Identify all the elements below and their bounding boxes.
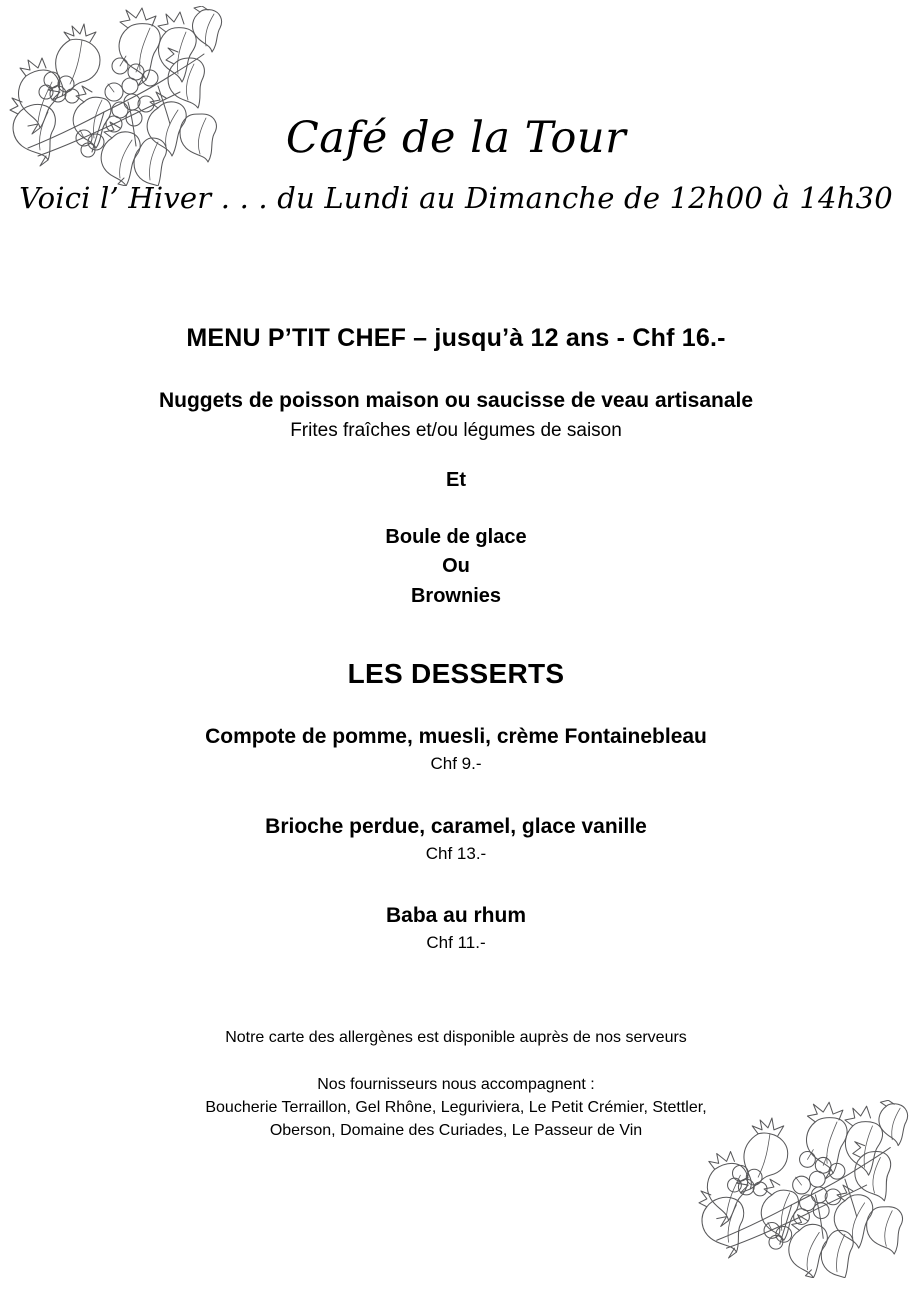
kids-dessert-option-1: Boule de glace [385, 526, 527, 548]
suppliers-label: Nos fournisseurs nous accompagnent : [317, 1076, 595, 1093]
dessert-name: Brioche perdue, caramel, glace vanille [265, 814, 647, 838]
kids-menu-formula [0, 388, 912, 443]
dessert-price: Chf 9.- [430, 754, 482, 774]
menu-tagline: Voici l’ Hiver . . . du Lundi au Dimanche de 12h00 à 14h30 [19, 181, 893, 215]
suppliers-line: Boucherie Terraillon, Gel Rhône, Leguriviera, Le Petit Crémier, Stettler, [205, 1099, 707, 1117]
suppliers-block [0, 1048, 912, 1143]
kids-dessert-separator: Ou [442, 555, 470, 578]
dessert-item [0, 814, 912, 865]
restaurant-name: Café de la Tour [285, 113, 627, 163]
kids-menu-dessert-choice [0, 523, 912, 611]
dessert-name: Compote de pomme, muesli, crème Fontainebleau [205, 725, 707, 748]
dessert-name: Baba au rhum [385, 904, 527, 928]
menu-footer [0, 1028, 912, 1143]
desserts-section-title: LES DESSERTS [347, 658, 565, 689]
kids-menu-conjunction: Et [446, 469, 466, 491]
dessert-price: Chf 13.- [425, 843, 487, 863]
dessert-item [0, 724, 912, 775]
suppliers-line: Oberson, Domaine des Curiades, Le Passeur de Vin [269, 1122, 643, 1140]
menu-header [0, 0, 912, 213]
kids-dessert-option-2: Brownies [410, 584, 502, 607]
kids-menu-main-course: Nuggets de poisson maison ou saucisse de veau artisanale [158, 389, 754, 412]
kids-menu-title: MENU P’TIT CHEF – jusqu’à 12 ans - Chf 16.- [186, 324, 726, 352]
desserts-list [0, 724, 912, 954]
kids-menu-sides: Frites fraîches et/ou légumes de saison [290, 420, 622, 442]
dessert-price: Chf 11.- [426, 933, 486, 953]
allergens-notice: Notre carte des allergènes est disponible auprès de nos serveurs [225, 1029, 687, 1046]
dessert-item [0, 903, 912, 954]
